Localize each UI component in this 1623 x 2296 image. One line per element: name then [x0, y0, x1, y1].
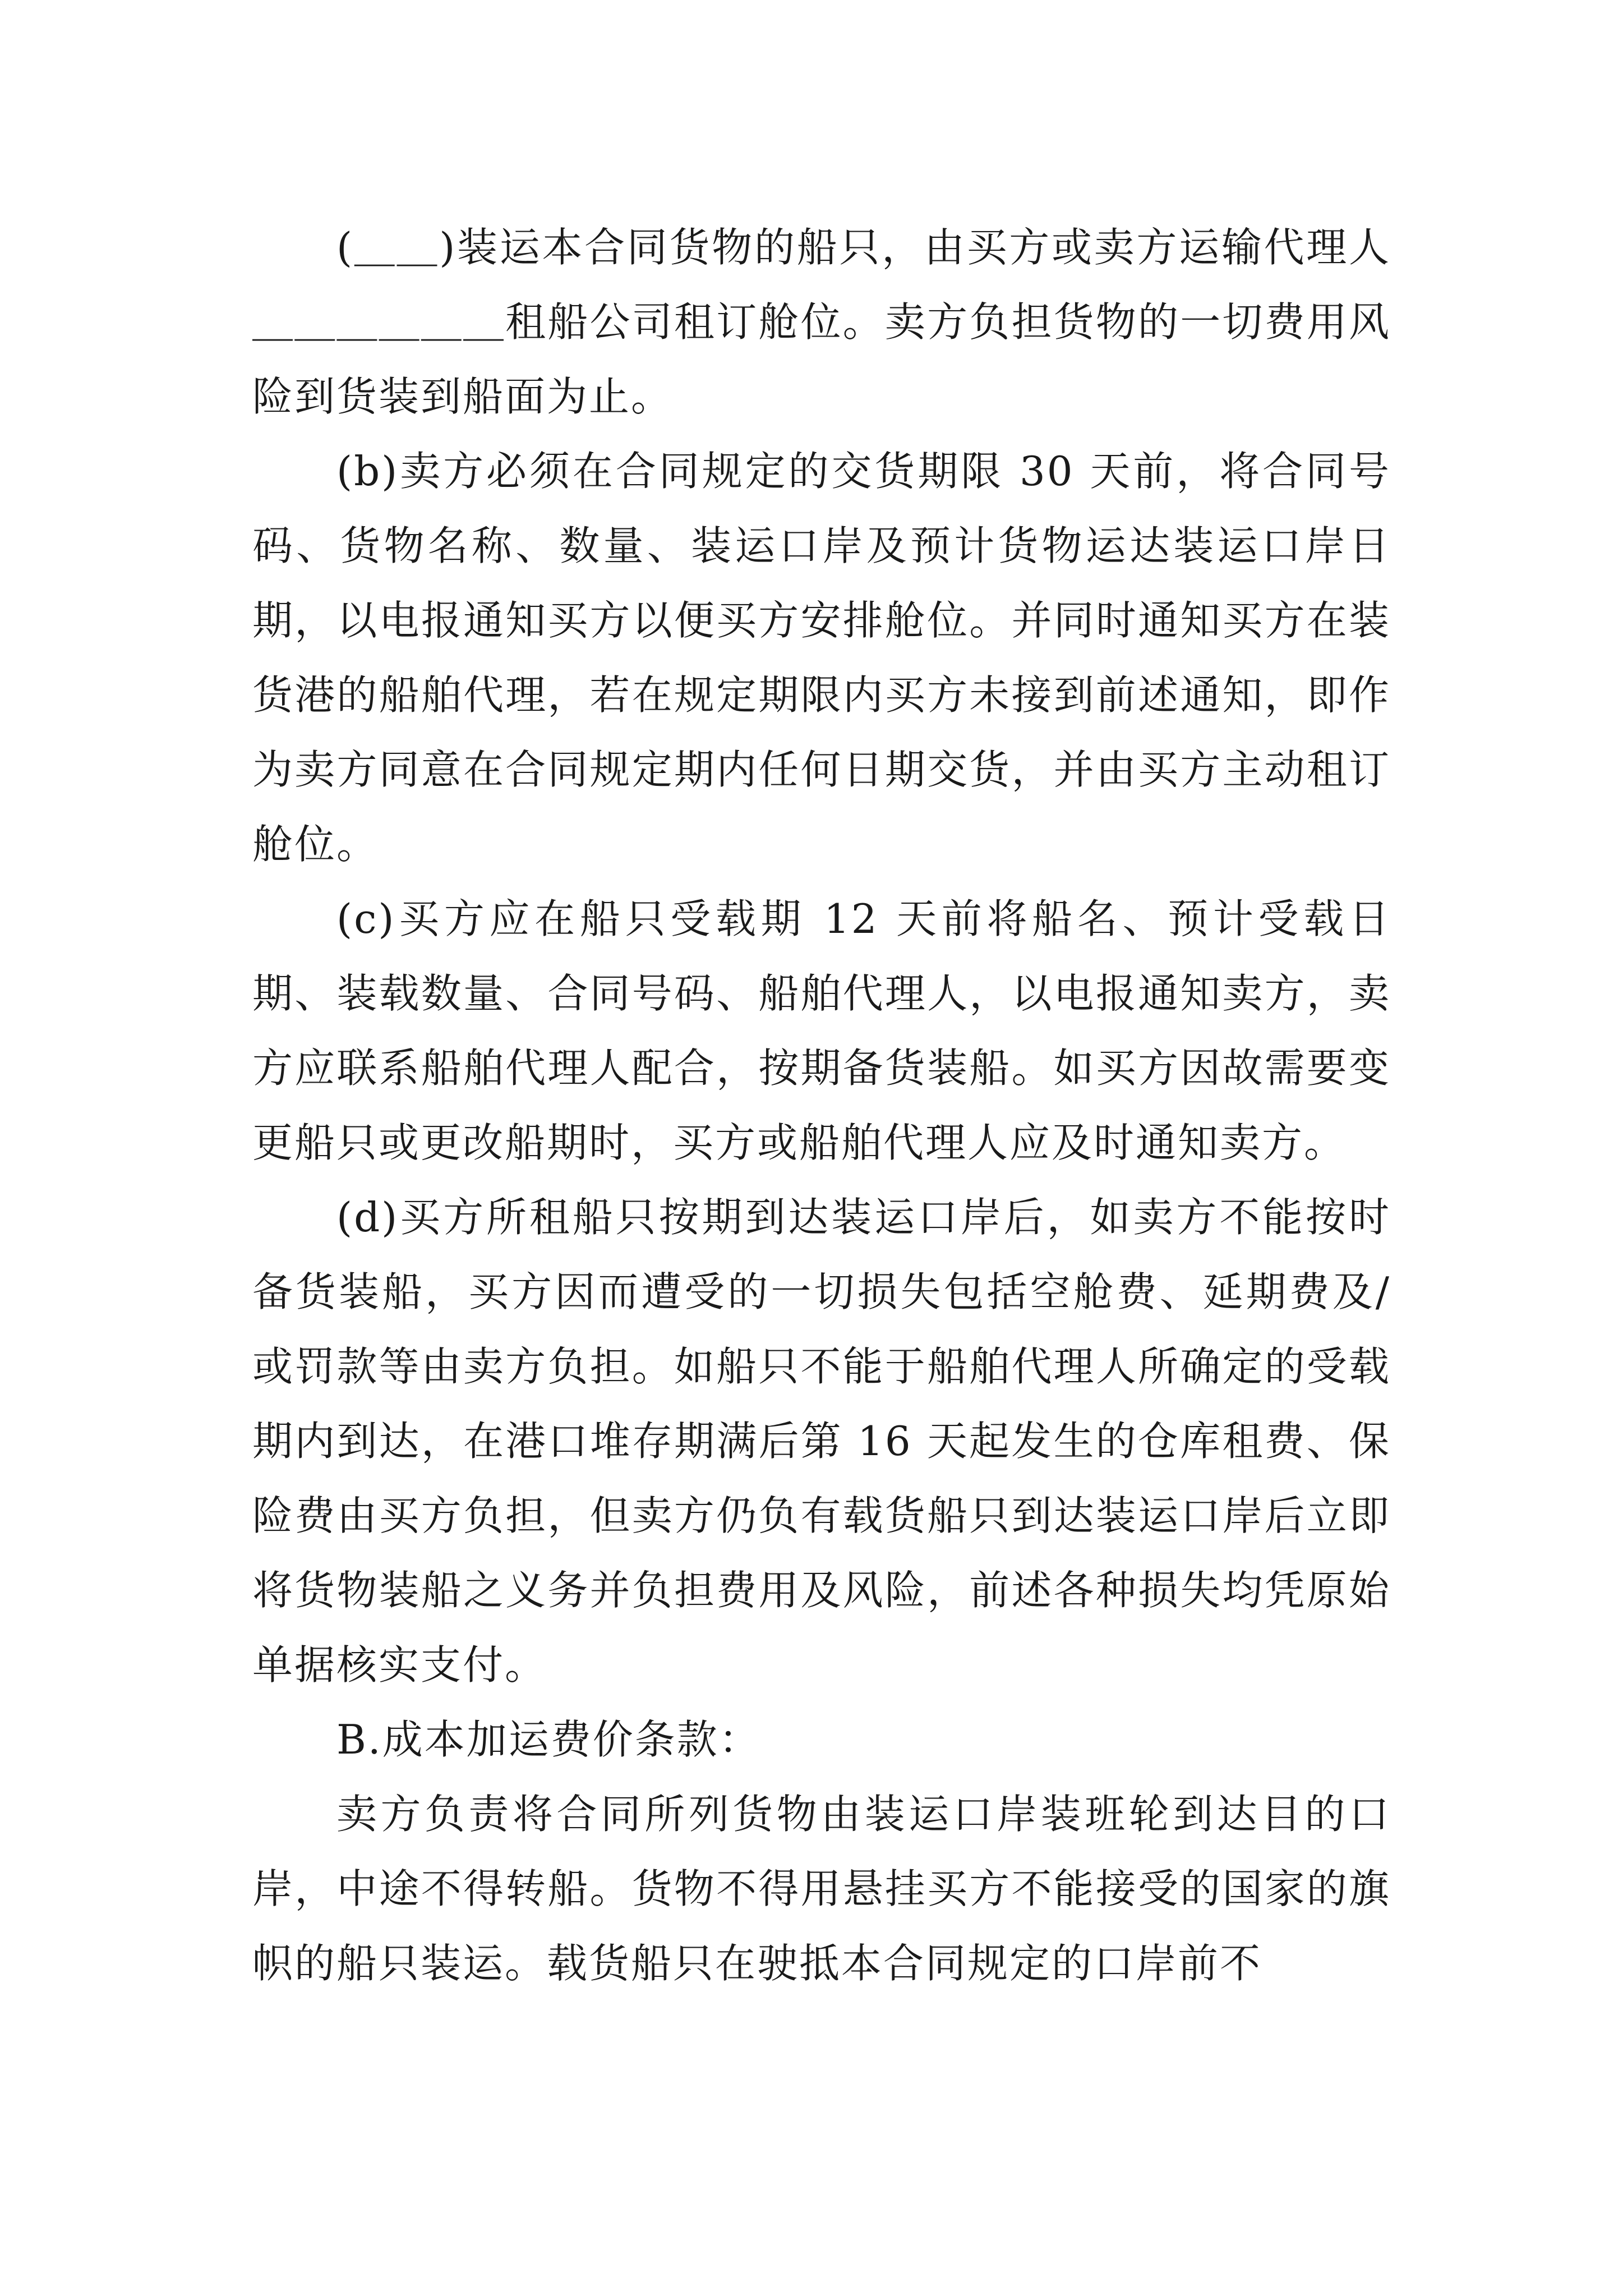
paragraph-cfr-terms: 卖方负责将合同所列货物由装运口岸装班轮到达目的口岸，中途不得转船。货物不得用悬挂买方不能接受的国家的旗帜的船只装运。载货船只在驶抵本合同规定的口岸前不: [252, 1791, 1391, 1987]
section-heading-cfr: B.成本加运费价条款：: [336, 1716, 761, 1763]
paragraph-shipping-vessel: (＿＿)装运本合同货物的船只，由买方或卖方运输代理人＿＿＿＿＿＿租船公司租订舱位。卖方负担货物的一切费用风险到货装到船面为止。: [252, 224, 1391, 420]
paragraph-clause-d: (d)买方所租船只按期到达装运口岸后，如卖方不能按时备货装船，买方因而遭受的一切损失包括空舱费、延期费及/或罚款等由卖方负担。如船只不能于船舶代理人所确定的受载期内到达，在港口堆存期满后第 16 天起发生的仓库租费、保险费由买方负担，但卖方仍负有载货船只到达装运口岸后立即将货物装船之义务并负担费用及风险，前述各种损失均凭原始单据核实支付。: [252, 1194, 1391, 1688]
paragraph-clause-b: (b)卖方必须在合同规定的交货期限 30 天前，将合同号码、货物名称、数量、装运口岸及预计货物运达装运口岸日期，以电报通知买方以便买方安排舱位。并同时通知买方在装货港的船舶代理，若在规定期限内买方未接到前述通知，即作为卖方同意在合同规定期内任何日期交货，并由买方主动租订舱位。: [252, 448, 1391, 868]
document-body: [252, 210, 1391, 2001]
paragraph-clause-c: (c)买方应在船只受载期 12 天前将船名、预计受载日期、装载数量、合同号码、船舶代理人，以电报通知卖方，卖方应联系船舶代理人配合，按期备货装船。如买方因故需要变更船只或更改船期时，买方或船舶代理人应及时通知卖方。: [252, 895, 1391, 1166]
